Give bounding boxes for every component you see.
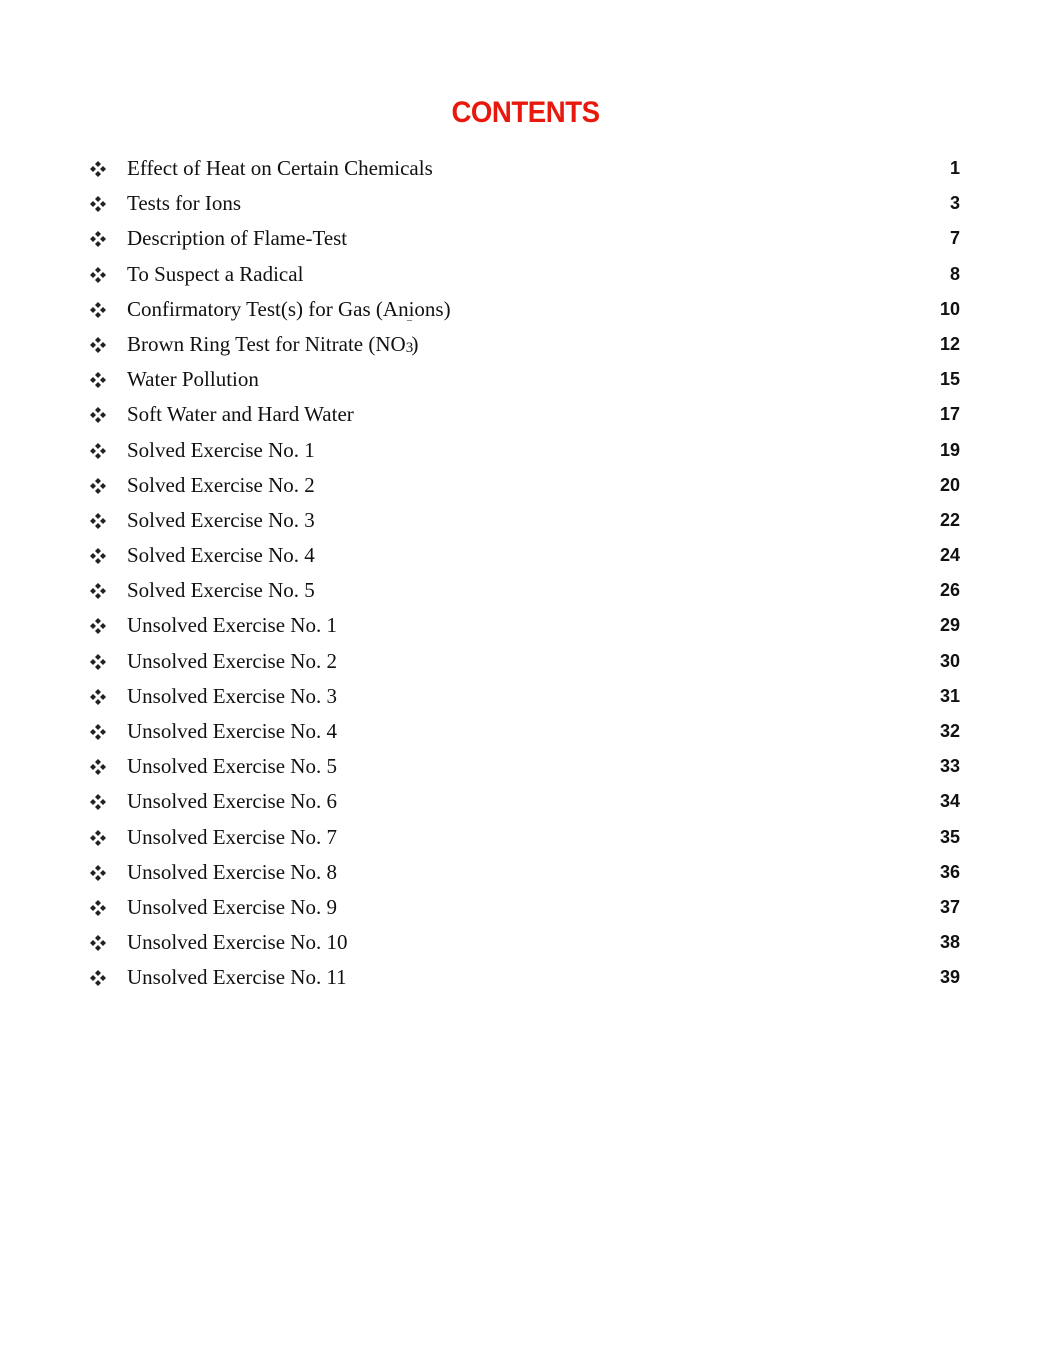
four-diamond-bullet-icon — [90, 443, 106, 459]
toc-entry-label: Unsolved Exercise No. 3 — [127, 683, 337, 708]
toc-entry-label: Tests for Ions — [127, 191, 242, 216]
toc-entry[interactable] — [0, 786, 1051, 821]
four-diamond-bullet-icon — [90, 900, 106, 916]
toc-entry-label: Water Pollution — [127, 367, 259, 392]
toc-entry-label: Unsolved Exercise No. 4 — [127, 719, 337, 743]
toc-entry-label: Unsolved Exercise No. 7 — [127, 824, 337, 849]
toc-entry[interactable] — [0, 399, 1051, 434]
four-diamond-bullet-icon — [90, 302, 106, 318]
toc-entry[interactable] — [0, 259, 1051, 294]
toc-entry-page-number: 10 — [939, 298, 960, 319]
toc-entry-page-number: 34 — [939, 791, 960, 812]
toc-entry[interactable] — [0, 857, 1051, 892]
toc-entry-label: Solved Exercise No. 3 — [127, 507, 315, 532]
toc-entry[interactable] — [0, 927, 1051, 962]
toc-entry[interactable] — [0, 364, 1051, 399]
label-main-text: Brown Ring Test for Nitrate (NO — [127, 331, 406, 356]
toc-entry-page-number: 22 — [939, 509, 960, 530]
four-diamond-bullet-icon — [90, 618, 106, 634]
toc-entry-page-number: 19 — [939, 439, 960, 460]
toc-entry[interactable] — [0, 294, 1051, 329]
toc-entry-label: Solved Exercise No. 1 — [127, 437, 315, 462]
toc-entry-label: Unsolved Exercise No. 1 — [127, 613, 337, 638]
toc-entry[interactable] — [0, 822, 1051, 857]
toc-entry[interactable] — [0, 892, 1051, 927]
four-diamond-bullet-icon — [90, 654, 106, 670]
four-diamond-bullet-icon — [90, 830, 106, 846]
toc-entry-label: Description of Flame-Test — [127, 226, 348, 251]
toc-entry[interactable] — [0, 751, 1051, 786]
toc-entry-label: Effect of Heat on Certain Chemicals — [127, 156, 433, 180]
toc-entry-page-number: 35 — [939, 826, 960, 847]
toc-entry-label: Confirmatory Test(s) for Gas (Anions) — [127, 296, 451, 321]
toc-entry-label: Solved Exercise No. 5 — [127, 578, 315, 603]
toc-entry-page-number: 29 — [939, 615, 960, 636]
toc-entry-page-number: 39 — [939, 967, 960, 988]
toc-entry-page-number: 1 — [949, 158, 960, 178]
four-diamond-bullet-icon — [90, 161, 106, 177]
toc-entry-label — [127, 317, 419, 357]
toc-entry-page-number: 17 — [939, 404, 960, 425]
toc-entry-label: Soft Water and Hard Water — [127, 402, 354, 427]
toc-entry[interactable] — [0, 435, 1051, 470]
toc-entry-label: Unsolved Exercise No. 6 — [127, 789, 337, 814]
toc-entry-page-number: 36 — [939, 861, 960, 882]
toc-entry-label: Unsolved Exercise No. 5 — [127, 754, 337, 779]
toc-entry[interactable] — [0, 646, 1051, 681]
toc-entry-page-number: 32 — [939, 721, 960, 741]
four-diamond-bullet-icon — [90, 267, 106, 283]
toc-entry[interactable] — [0, 681, 1051, 716]
four-diamond-bullet-icon — [90, 513, 106, 529]
four-diamond-bullet-icon — [90, 548, 106, 564]
four-diamond-bullet-icon — [90, 970, 106, 986]
four-diamond-bullet-icon — [90, 337, 106, 353]
toc-entry-label: Unsolved Exercise No. 9 — [127, 894, 337, 919]
toc-entry[interactable] — [0, 223, 1051, 258]
four-diamond-bullet-icon — [90, 865, 106, 881]
label-close-paren: ) — [411, 331, 419, 356]
four-diamond-bullet-icon — [90, 724, 106, 740]
toc-entry-page-number: 3 — [949, 193, 960, 214]
table-of-contents — [0, 153, 1051, 998]
toc-entry-page-number: 26 — [939, 580, 960, 601]
toc-entry[interactable] — [0, 505, 1051, 540]
toc-entry-label: Unsolved Exercise No. 8 — [127, 859, 337, 884]
toc-entry[interactable] — [0, 317, 1051, 364]
four-diamond-bullet-icon — [90, 372, 106, 388]
superscript-bar: ‾ — [407, 317, 412, 333]
toc-entry-page-number: 8 — [949, 263, 960, 284]
four-diamond-bullet-icon — [90, 794, 106, 810]
toc-entry-page-number: 31 — [939, 685, 960, 706]
toc-entry[interactable] — [0, 575, 1051, 610]
four-diamond-bullet-icon — [90, 478, 106, 494]
toc-entry-page-number: 7 — [949, 228, 960, 249]
four-diamond-bullet-icon — [90, 689, 106, 705]
toc-entry-label: Solved Exercise No. 4 — [127, 543, 315, 568]
toc-entry-label: Unsolved Exercise No. 11 — [127, 965, 347, 990]
toc-entry-page-number: 12 — [939, 333, 960, 354]
four-diamond-bullet-icon — [90, 583, 106, 599]
toc-entry-page-number: 37 — [939, 896, 960, 917]
toc-entry-page-number: 15 — [939, 369, 960, 390]
toc-entry[interactable] — [0, 962, 1051, 997]
subscript-3: 3‾ — [405, 317, 414, 356]
four-diamond-bullet-icon — [90, 196, 106, 212]
toc-entry[interactable] — [0, 716, 1051, 751]
toc-entry-page-number: 38 — [939, 932, 960, 953]
toc-entry[interactable] — [0, 188, 1051, 223]
toc-entry[interactable] — [0, 540, 1051, 575]
four-diamond-bullet-icon — [90, 759, 106, 775]
toc-entry[interactable] — [0, 470, 1051, 505]
toc-entry-page-number: 33 — [939, 756, 960, 777]
toc-entry-label: Unsolved Exercise No. 10 — [127, 930, 348, 955]
toc-entry-page-number: 24 — [939, 545, 960, 566]
toc-entry-page-number: 20 — [939, 474, 960, 495]
page-title: CONTENTS — [451, 96, 600, 129]
four-diamond-bullet-icon — [90, 935, 106, 951]
toc-entry-label: Unsolved Exercise No. 2 — [127, 648, 337, 673]
four-diamond-bullet-icon — [90, 231, 106, 247]
four-diamond-bullet-icon — [90, 407, 106, 423]
toc-entry-page-number: 30 — [939, 650, 960, 671]
toc-entry-label: Solved Exercise No. 2 — [127, 472, 315, 497]
toc-entry-label: To Suspect a Radical — [127, 261, 304, 286]
toc-entry[interactable] — [0, 610, 1051, 645]
toc-entry[interactable] — [0, 153, 1051, 188]
